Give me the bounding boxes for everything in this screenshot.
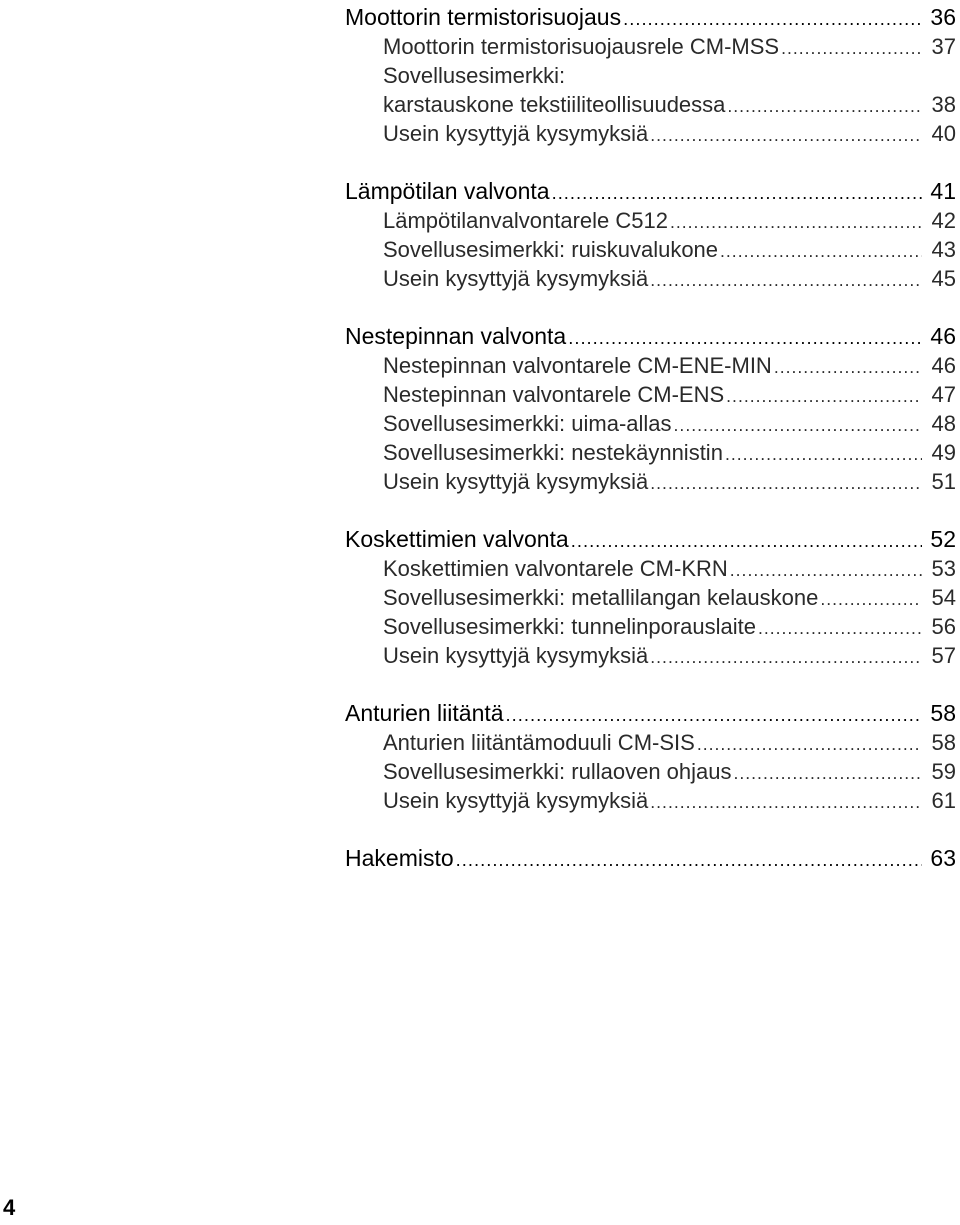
toc-page-number: 57 — [931, 643, 956, 668]
dot-leader — [781, 34, 922, 61]
table-of-contents — [345, 2, 956, 873]
dot-leader — [720, 237, 922, 264]
toc-heading-label: Hakemisto — [345, 845, 454, 871]
toc-heading-label: Moottorin termistorisuojaus — [345, 4, 622, 30]
dot-leader — [734, 759, 923, 786]
toc-page-number: 38 — [931, 92, 956, 117]
toc-page-number: 59 — [931, 759, 956, 784]
toc-entry[interactable] — [345, 757, 956, 786]
toc-page-number: 51 — [931, 469, 956, 494]
toc-entry[interactable] — [345, 409, 956, 438]
toc-page-number: 47 — [931, 382, 956, 407]
dot-leader — [670, 208, 922, 235]
toc-entry[interactable] — [345, 467, 956, 496]
dot-leader — [571, 526, 922, 554]
toc-entry[interactable] — [345, 583, 956, 612]
dot-leader — [820, 585, 922, 612]
dot-leader — [568, 323, 922, 351]
toc-heading-label: Anturien liitäntä — [345, 700, 504, 726]
dot-leader — [650, 469, 922, 496]
toc-entry[interactable] — [345, 206, 956, 235]
dot-leader — [758, 614, 922, 641]
toc-entry[interactable] — [345, 32, 956, 61]
toc-page-number: 42 — [931, 208, 956, 233]
dot-leader — [725, 440, 922, 467]
dot-leader — [726, 382, 922, 409]
dot-leader — [552, 178, 922, 206]
toc-entry[interactable] — [345, 612, 956, 641]
toc-page-number: 40 — [931, 121, 956, 146]
toc-page-number: 58 — [931, 730, 956, 755]
dot-leader — [506, 700, 922, 728]
toc-page-number: 52 — [930, 526, 956, 552]
toc-entry-label: Lämpötilanvalvontarele C512 — [383, 208, 668, 233]
toc-section-termistorisuojaus — [345, 2, 956, 148]
toc-heading[interactable] — [345, 321, 956, 351]
toc-entry-label: Sovellusesimerkki: uima-allas — [383, 411, 672, 436]
toc-entry[interactable] — [345, 641, 956, 670]
toc-entry[interactable] — [345, 235, 956, 264]
toc-section-anturit — [345, 698, 956, 815]
dot-leader — [650, 643, 922, 670]
toc-entry-label: Usein kysyttyjä kysymyksiä — [383, 121, 649, 146]
toc-entry-label: Koskettimien valvontarele CM-KRN — [383, 556, 728, 581]
toc-entry[interactable] — [345, 380, 956, 409]
toc-page-number: 45 — [931, 266, 956, 291]
toc-heading[interactable] — [345, 176, 956, 206]
dot-leader — [697, 730, 922, 757]
toc-entry-label: Moottorin termistorisuojausrele CM-MSS — [383, 34, 780, 59]
toc-entry-label: Usein kysyttyjä kysymyksiä — [383, 469, 649, 494]
toc-section-lampotila — [345, 176, 956, 293]
dot-leader — [456, 845, 922, 873]
toc-entry-label: Nestepinnan valvontarele CM-ENE-MIN — [383, 353, 772, 378]
dot-leader — [650, 788, 922, 815]
toc-section-koskettimet — [345, 524, 956, 670]
dot-leader — [650, 121, 922, 148]
toc-page-number: 43 — [931, 237, 956, 262]
toc-heading-label: Nestepinnan valvonta — [345, 323, 567, 349]
dot-leader — [674, 411, 922, 438]
toc-entry-label: Nestepinnan valvontarele CM-ENS — [383, 382, 725, 407]
toc-page-number: 53 — [931, 556, 956, 581]
toc-entry-label: Sovellusesimerkki: tunnelinporauslaite — [383, 614, 756, 639]
toc-page-number: 61 — [931, 788, 956, 813]
toc-section-nestepinta — [345, 321, 956, 496]
toc-entry-label: Sovellusesimerkki: nestekäynnistin — [383, 440, 723, 465]
toc-page-number: 36 — [930, 4, 956, 30]
toc-entry[interactable] — [345, 61, 956, 119]
page-number-footer: 4 — [3, 1195, 16, 1220]
dot-leader — [730, 556, 922, 583]
toc-page-number: 49 — [931, 440, 956, 465]
toc-entry[interactable] — [345, 438, 956, 467]
toc-page-number: 56 — [931, 614, 956, 639]
toc-heading-label: Koskettimien valvonta — [345, 526, 569, 552]
toc-heading[interactable] — [345, 843, 956, 873]
toc-entry[interactable] — [345, 119, 956, 148]
toc-page-number: 54 — [931, 585, 956, 610]
dot-leader — [650, 266, 922, 293]
toc-entry[interactable] — [345, 351, 956, 380]
toc-entry[interactable] — [345, 786, 956, 815]
toc-heading[interactable] — [345, 2, 956, 32]
toc-section-hakemisto — [345, 843, 956, 873]
toc-entry-label: Usein kysyttyjä kysymyksiä — [383, 643, 649, 668]
toc-entry-label-line1: Sovellusesimerkki: — [383, 63, 566, 88]
toc-page-number: 46 — [931, 353, 956, 378]
toc-heading[interactable] — [345, 524, 956, 554]
toc-page-number: 37 — [931, 34, 956, 59]
toc-entry-label: Usein kysyttyjä kysymyksiä — [383, 266, 649, 291]
toc-entry-label: Sovellusesimerkki: ruiskuvalukone — [383, 237, 719, 262]
toc-entry-label: Sovellusesimerkki: rullaoven ohjaus — [383, 759, 732, 784]
toc-page-number: 63 — [930, 845, 956, 871]
toc-entry[interactable] — [345, 264, 956, 293]
toc-heading[interactable] — [345, 698, 956, 728]
dot-leader — [774, 353, 922, 380]
toc-entry-label: Sovellusesimerkki: metallilangan kelauskone — [383, 585, 819, 610]
toc-page-number: 48 — [931, 411, 956, 436]
dot-leader — [623, 4, 922, 32]
toc-entry[interactable] — [345, 728, 956, 757]
toc-heading-label: Lämpötilan valvonta — [345, 178, 550, 204]
toc-page-number: 41 — [930, 178, 956, 204]
toc-page-number: 46 — [930, 323, 956, 349]
toc-entry-label: Usein kysyttyjä kysymyksiä — [383, 788, 649, 813]
dot-leader — [727, 92, 922, 119]
toc-page-number: 58 — [930, 700, 956, 726]
toc-entry-label: Anturien liitäntämoduuli CM-SIS — [383, 730, 695, 755]
toc-entry-label: karstauskone tekstiiliteollisuudessa — [383, 92, 726, 117]
toc-entry[interactable] — [345, 554, 956, 583]
